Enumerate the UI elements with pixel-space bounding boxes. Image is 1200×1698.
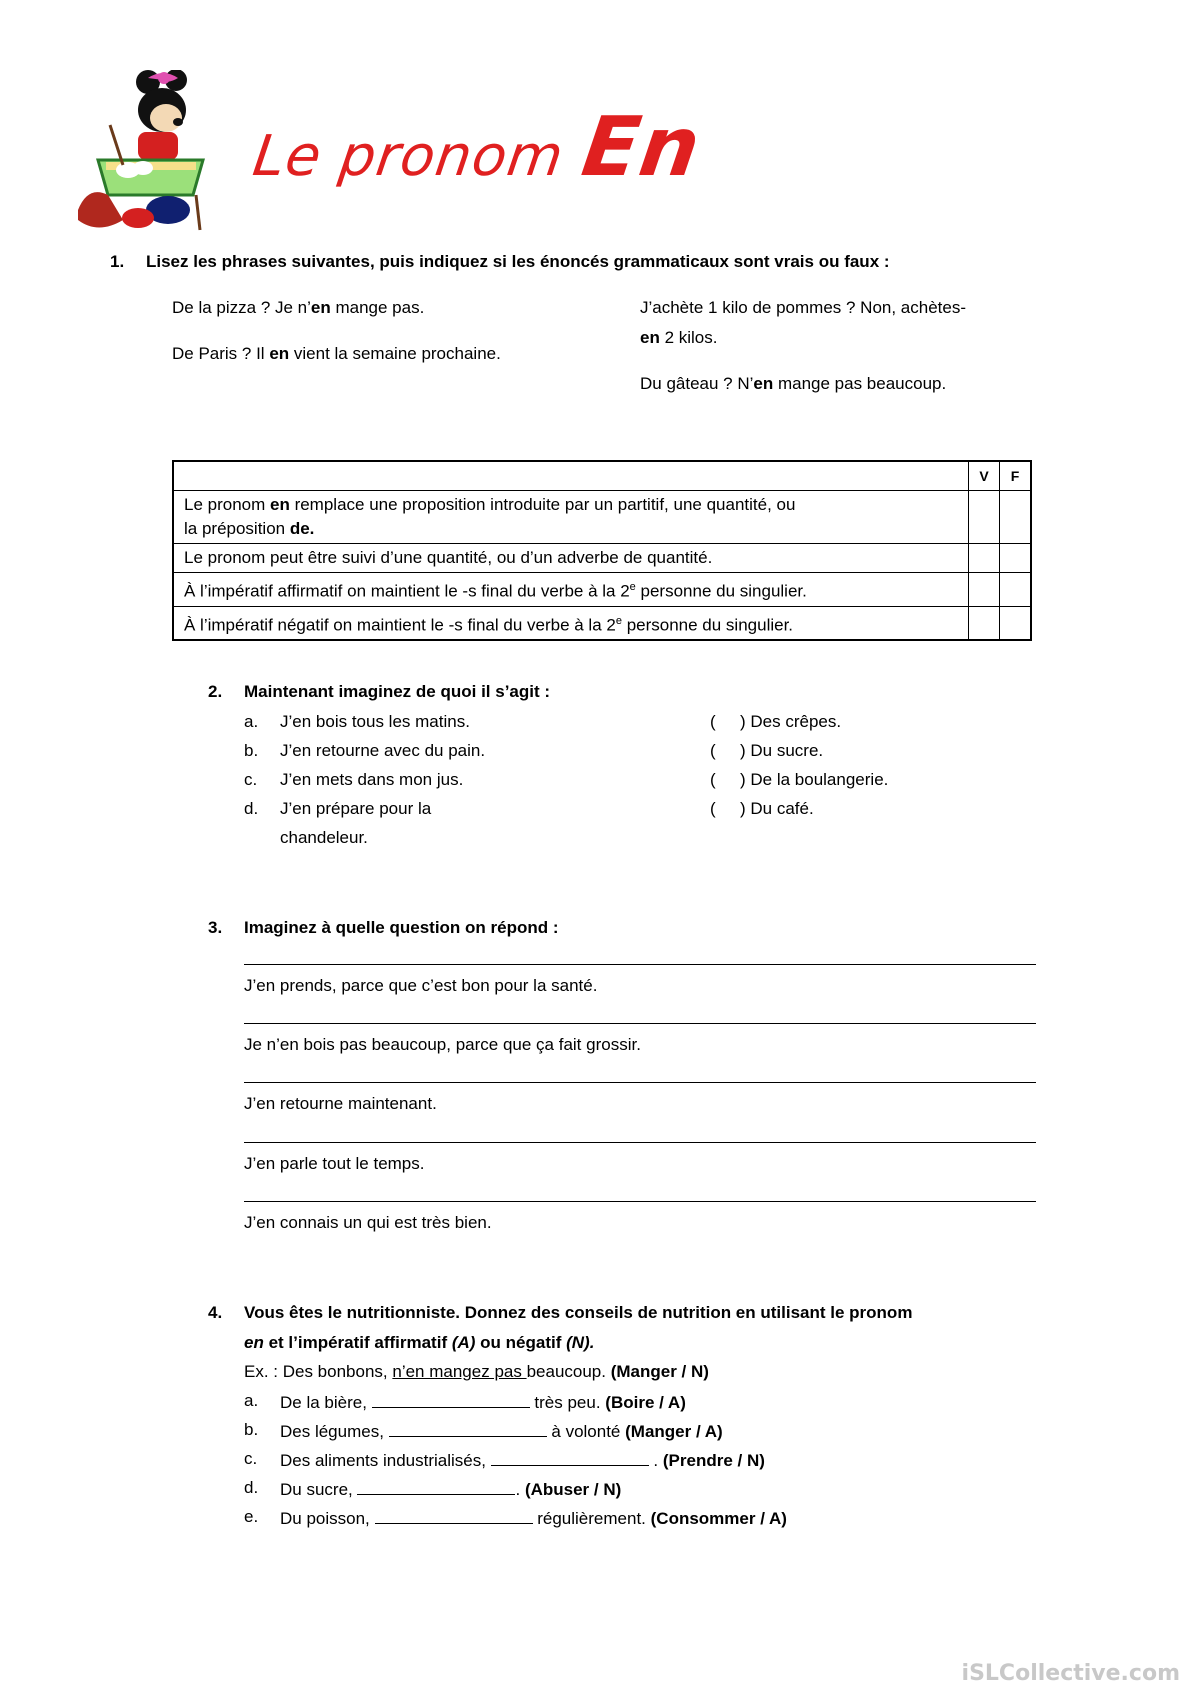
answer-4: J’en parle tout le temps. <box>244 1154 425 1173</box>
example-line: Ex. : Des bonbons, n’en mangez pas beaucoup. (Manger / N) <box>244 1362 709 1381</box>
answer-5: J’en connais un qui est très bien. <box>244 1213 492 1232</box>
section-3-instruction: Imaginez à quelle question on répond : <box>244 918 559 937</box>
table-header-empty <box>173 461 969 491</box>
table-row <box>173 491 1031 544</box>
item-a: J’en bois tous les matins. <box>280 712 470 731</box>
exercise-letter-e: e. <box>244 1507 259 1526</box>
section-2-instruction: Maintenant imaginez de quoi il s’agit : <box>244 682 551 701</box>
exercise-b: Des légumes, à volonté (Manger / A) <box>280 1422 723 1441</box>
column-v-header: V <box>969 461 1000 491</box>
answer-line-3[interactable] <box>244 1082 1036 1083</box>
table-row <box>173 573 1031 607</box>
item-c: J’en mets dans mon jus. <box>280 770 464 789</box>
answer-line-1[interactable] <box>244 964 1036 965</box>
watermark-footer: iSLCollective.com <box>961 1661 1180 1686</box>
item-b: J’en retourne avec du pain. <box>280 741 486 760</box>
column-f-header: F <box>1000 461 1032 491</box>
title-text: Le pronom <box>249 124 587 189</box>
statement-3: À l’impératif affirmatif on maintient le -s final du verbe à la 2e personne du singulier. <box>173 573 969 607</box>
option-paren-3[interactable]: ( <box>710 770 716 789</box>
exercise-e: Du poisson, régulièrement. (Consommer / A) <box>280 1509 787 1528</box>
answer-2: Je n’en bois pas beaucoup, parce que ça fait grossir. <box>244 1035 641 1054</box>
checkbox-f-1[interactable] <box>1000 491 1032 544</box>
fill-blank-e[interactable] <box>375 1507 533 1524</box>
exercise-letter-c: c. <box>244 1449 258 1468</box>
item-letter-b: b. <box>244 741 259 760</box>
section-4-number: 4. <box>208 1303 223 1322</box>
item-d: J’en prépare pour la <box>280 799 432 818</box>
sentence-right-1: J’achète 1 kilo de pommes ? Non, achètes- <box>640 298 967 317</box>
fill-blank-b[interactable] <box>389 1420 547 1437</box>
cartoon-mouse-illustration <box>68 70 218 245</box>
exercise-letter-d: d. <box>244 1478 259 1497</box>
checkbox-v-4[interactable] <box>969 606 1000 640</box>
checkbox-v-2[interactable] <box>969 544 1000 573</box>
sentence-left-1: De la pizza ? Je n’en mange pas. <box>172 298 425 317</box>
exercise-c: Des aliments industrialisés, . (Prendre / N) <box>280 1451 765 1470</box>
statement-1: Le pronom en remplace une proposition introduite par un partitif, une quantité, ou la préposition de. <box>173 491 969 544</box>
option-paren-1[interactable]: ( <box>710 712 716 731</box>
exercise-a: De la bière, très peu. (Boire / A) <box>280 1393 686 1412</box>
option-3: ) De la boulangerie. <box>740 770 889 789</box>
exercise-letter-b: b. <box>244 1420 259 1439</box>
section-3-number: 3. <box>208 918 223 937</box>
answer-line-5[interactable] <box>244 1201 1036 1202</box>
table-row <box>173 544 1031 573</box>
checkbox-f-4[interactable] <box>1000 606 1032 640</box>
section-2-number: 2. <box>208 682 223 701</box>
fill-blank-a[interactable] <box>372 1391 530 1408</box>
fill-blank-c[interactable] <box>491 1449 649 1466</box>
option-1: ) Des crêpes. <box>740 712 842 731</box>
fill-blank-d[interactable] <box>357 1478 515 1495</box>
checkbox-f-3[interactable] <box>1000 573 1032 607</box>
section-4-instruction-2: en et l’impératif affirmatif (A) ou négatif (N). <box>244 1333 595 1352</box>
checkbox-f-2[interactable] <box>1000 544 1032 573</box>
option-4: ) Du café. <box>740 799 814 818</box>
true-false-table <box>172 460 1032 641</box>
option-paren-2[interactable]: ( <box>710 741 716 760</box>
sentence-right-1-cont: en 2 kilos. <box>640 328 718 347</box>
answer-3: J’en retourne maintenant. <box>244 1094 437 1113</box>
item-d-cont: chandeleur. <box>280 828 368 847</box>
answer-1: J’en prends, parce que c’est bon pour la santé. <box>244 976 598 995</box>
sentence-right-2: Du gâteau ? N’en mange pas beaucoup. <box>640 374 947 393</box>
section-4-instruction-1: Vous êtes le nutritionniste. Donnez des conseils de nutrition en utilisant le pronom <box>244 1303 913 1322</box>
answer-line-2[interactable] <box>244 1023 1036 1024</box>
statement-4: À l’impératif négatif on maintient le -s final du verbe à la 2e personne du singulier. <box>173 606 969 640</box>
item-letter-c: c. <box>244 770 258 789</box>
table-header-row <box>173 461 1031 491</box>
exercise-d: Du sucre, . (Abuser / N) <box>280 1480 622 1499</box>
option-paren-4[interactable]: ( <box>710 799 716 818</box>
exercise-letter-a: a. <box>244 1391 259 1410</box>
item-letter-d: d. <box>244 799 259 818</box>
table-row <box>173 606 1031 640</box>
answer-line-4[interactable] <box>244 1142 1036 1143</box>
option-2: ) Du sucre. <box>740 741 824 760</box>
section-1-instruction: Lisez les phrases suivantes, puis indiquez si les énoncés grammaticaux sont vrais ou faux : <box>146 252 890 271</box>
section-1-number: 1. <box>110 252 125 271</box>
page-title <box>248 100 706 195</box>
checkbox-v-1[interactable] <box>969 491 1000 544</box>
checkbox-v-3[interactable] <box>969 573 1000 607</box>
sentence-left-2: De Paris ? Il en vient la semaine prochaine. <box>172 344 501 363</box>
item-letter-a: a. <box>244 712 259 731</box>
statement-2: Le pronom peut être suivi d’une quantité, ou d’un adverbe de quantité. <box>173 544 969 573</box>
title-big-text: En <box>576 100 707 195</box>
